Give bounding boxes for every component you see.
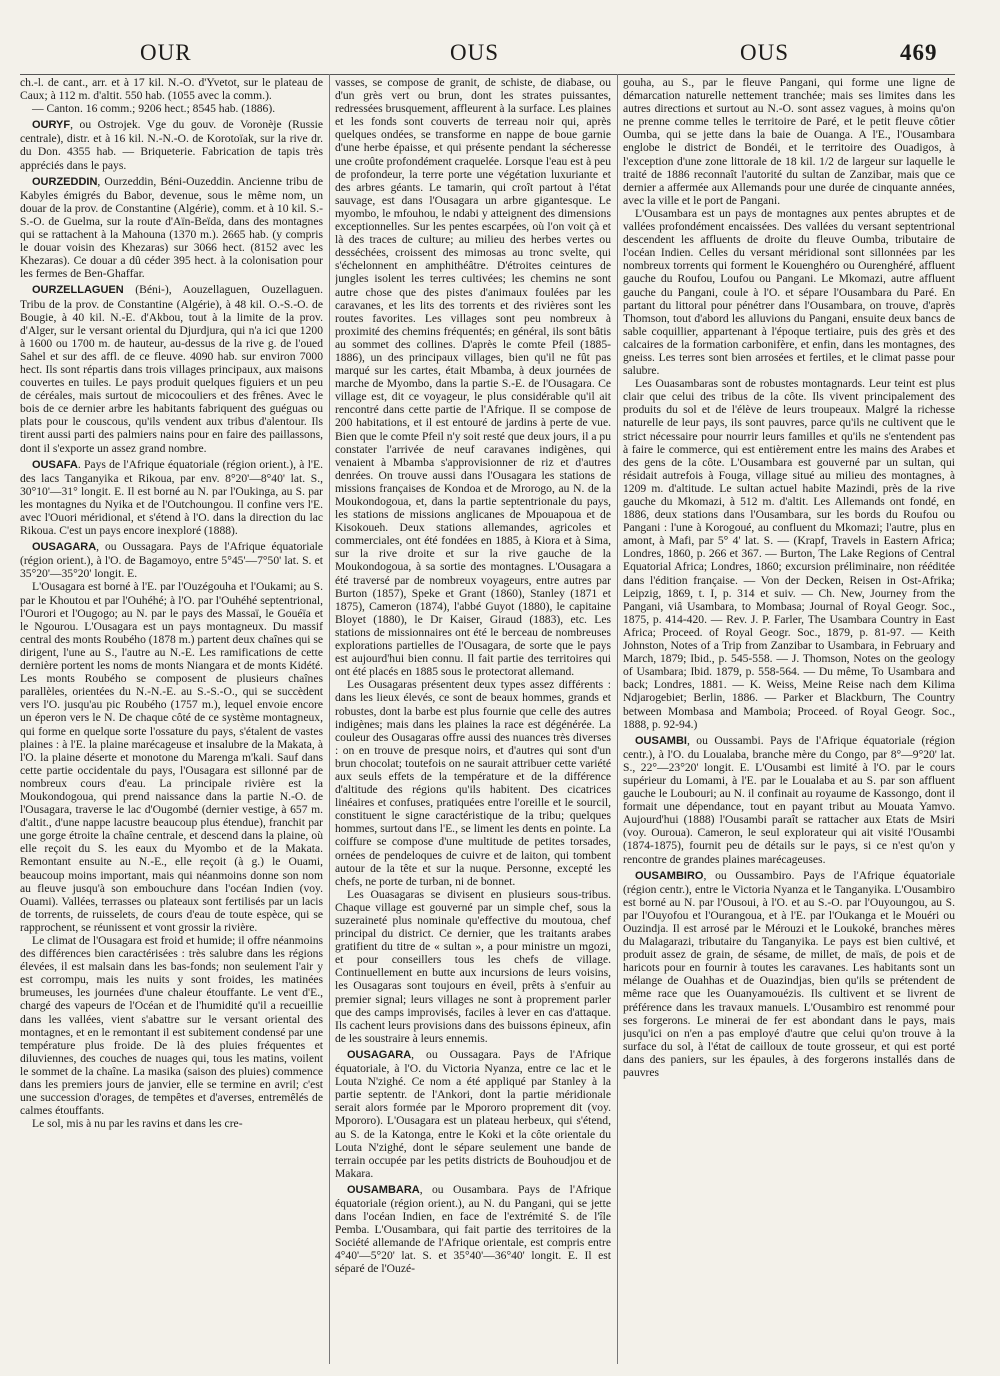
- entry-headword: OURYF: [32, 119, 71, 132]
- entry-headword: OUSAGARA: [32, 541, 97, 554]
- header-left-keyword: OUR: [140, 40, 192, 65]
- paragraph: [20, 76, 323, 102]
- entry-text: , ou Ostrojek. Vge du gouv. de Voronèje (Russie centrale), distr. et à 16 kil. N.-N.-O. de Korotoïak, sur la rive dr. du Don. 4355 hab. — Briqueterie. Fabrication de tapis très appréciés dans le pays.: [20, 118, 323, 172]
- dictionary-entry: [623, 734, 955, 866]
- paragraph: [335, 678, 611, 888]
- dictionary-entry: [335, 1183, 611, 1276]
- entry-text: gouha, au S., par le fleuve Pangani, qui forme une ligne de démarcation naturelle nettement tranchée; mais ses limites dans les autres directions et surtout au N.-O. sont assez vagues, à moins qu'on ne prenne comme telles le territoire de Paré, et le petit fleuve côtier Oumba, qui se jette dans la baie de Ouanga. A l'E., l'Ousambara englobe le district de Bondéi, et le territoire des Ouadigos, à l'exception d'une zone littorale de 18 kil. 1/2 de largeur sur laquelle le traité de 1886 reconnaît l'autorité du sultan de Zanzibar, mais que ce dernier a affermée aux Allemands pour une durée de cinquante années, avec la ville et le port de Pangani.: [623, 76, 955, 207]
- entry-headword: OUSAMBARA: [347, 1183, 420, 1196]
- paragraph: [623, 377, 955, 731]
- header-center-keyword: OUS: [450, 40, 500, 65]
- dictionary-entry: [20, 175, 323, 281]
- text-column-2: [335, 76, 611, 1362]
- text-column-3: [623, 76, 955, 1362]
- paragraph: [20, 580, 323, 934]
- column-divider-1: [329, 74, 330, 1364]
- entry-text: , ou Oussagara. Pays de l'Afrique équatoriale, à l'O. du Victoria Nyanza, entre ce lac et le Louta N'zighé. Ce nom a été appliqué par Stanley à la partie septentr. de l'Ankori, dont la partie méridionale serait alors formée par le Mpororo proprement dit (voy. Mpororo). L'Ousagara est un plateau herbeux, qui s'étend, au S. de la Katonga, entre le Koki et la côte orientale du Louta N'zighé, dont le sépare seulement une bande de terrain occupée par les petits districts de Bouhoudjou et de Makara.: [335, 1047, 611, 1180]
- entry-text: , ou Ousambara. Pays de l'Afrique équatoriale (région orient.), au N. du Pangani, qui se jette dans l'océan Indien, en face de l'extrémité S. de l'île Pemba. L'Ousambara, qui fait partie des territoires de la Société allemande de l'Afrique orientale, est compris entre 4°40'—5°20' lat. S. et 35°40'—36°40' longit. E. Il est séparé de l'Ouzé-: [335, 1182, 611, 1276]
- entry-headword: OUSAGARA: [347, 1048, 412, 1061]
- entry-headword: OURZELLAGUEN: [32, 284, 124, 297]
- entry-headword: OUSAFA: [32, 458, 78, 471]
- entry-text: Le climat de l'Ousagara est froid et humide; il offre néanmoins des différences bien caractérisées : très salubre dans les régions élevées, il est malsain dans les bas-fonds; non seulement l'air y est corrompu, mais les nuits y sont froides, les matinées brumeuses, les journées d'une chaleur étouffante. Le vent d'E., chargé des vapeurs de l'Océan et de l'humidité qu'il a recueillie dans les vallées, vient s'abattre sur le versant oriental des montagnes, et en le remontant il est subitement condensé par une température plus froide. De là des pluies fréquentes et diluviennes, des couches de nuages qui, tous les matins, voilent le sommet de la chaîne. La masika (saison des pluies) commence dans les premiers jours de janvier, elle se termine en avril; c'est une succession d'orages, de tempêtes et d'averses, entremêlés de calmes étouffants.: [20, 934, 323, 1118]
- entry-text: , ou Oussambiro. Pays de l'Afrique équatoriale (région centr.), entre le Victoria Nyanza et le Tanganyika. L'Ousambiro est borné au N. par l'Ousoui, à l'O. et au S.-O. par l'Ouyoungou, au S. par l'Ouyofou et l'Ourangoua, et à l'E. par l'Oukanga et le Mouéri ou Ouzindja. Il est arrosé par le Mérouzi et le Loukoké, branches mères du Malagarazi, tributaire du Tanganyika. Le pays est bien cultivé, et produit assez de grain, de sésame, de millet, de maïs, de pois et de haricots pour en fournir à toutes les caravanes. Les habitants sont un mélange de Ouahhas et de Ouazindjas, bien qu'ils se prétendent de même race que les Ouanyamouézis. Ils cultivent et se livrent de préférence dans les travaux manuels. L'Ousambiro est renommé pour ses forgerons. Le minerai de fer est abondant dans le pays, mais jusqu'ici on n'en a pas employé d'autre que celui qu'on trouve à la surface du sol, à l'état de cailloux de toute grosseur, et qui est porté dans des paniers, sur les épaules, à des forgerons installés dans de pauvres: [623, 868, 955, 1080]
- paragraph: [20, 934, 323, 1117]
- dictionary-entry: [20, 118, 323, 171]
- dictionary-entry: [20, 283, 323, 454]
- entry-text: ch.-l. de cant., arr. et à 17 kil. N.-O. d'Yvetot, sur le plateau de Caux; à 112 m. d'altit. 550 hab. (1055 avec la comm.).: [20, 76, 323, 103]
- header-rule: [20, 74, 955, 75]
- dictionary-entry: [20, 458, 323, 538]
- entry-text: (Béni-), Aouzellaguen, Ouzellaguen. Tribu de la prov. de Constantine (Algérie), à 48 kil. O.-S.-O. de Bougie, à 40 kil. N.-E. d'Akbou, tout à la limite de la prov. d'Alger, sur le versant oriental du Djurdjura, qui n'a ici que 1200 à 1600 ou 1700 m. de hauteur, au-dessus de la rive g. de l'oued Sahel et sur des affl. de ce fleuve. 4090 hab. sur environ 7000 hect. Ils sont répartis dans trois villages principaux, aux maisons couvertes en tuiles. Le pays produit quelques figuiers et un peu de céréales, mais surtout de micocouliers et des frênes. Avec le bois de ce dernier arbre les habitants fabriquent des guéguas ou plats pour le couscous, qu'ils vendent aux tribus d'alentour. Ils tirent aussi parti des palmiers nains pour en faire des paillassons, dont il s'exporte un assez grand nombre.: [20, 283, 323, 455]
- entry-text: Les Ousagaras présentent deux types assez différents : dans les lieux élevés, ce sont de beaux hommes, grands et robustes, dont la barbe est plus fournie que celle des autres indigènes; mais dans les plaines la race est dégénérée. La couleur des Ousagaras offre aussi des nuances très diverses : on en trouve de presque noirs, et d'autres qui sont d'un brun chocolat; toutefois on ne saurait attribuer cette variété aux seuls effets de la température et de la différence d'altitude des régions qu'ils habitent. Des cicatrices linéaires et confuses, pratiquées entre l'oreille et le sourcil, constituent le signe caractéristique de la tribu; quelques hommes, surtout dans l'E., se liment les dents en pointe. La coiffure se compose d'une multitude de petites torsades, ornées de pendeloques de cuivre et de laiton, qui tombent autour de la tête et sur la nuque. Personne, excepté les chefs, ne porte de turban, ni de bonnet.: [335, 678, 611, 888]
- paragraph: [623, 207, 955, 377]
- entry-text: Les Ouasagaras se divisent en plusieurs sous-tribus. Chaque village est gouverné par un simple chef, sous la suzeraineté plus nominale qu'effective du moutoua, chef principal du district. Ce dernier, que les traitants arabes gratifient du titre de « sultan », a pour ministre un mgozi, et pour conseillers tous les chefs de village. Continuellement en butte aux incursions de leurs voisins, les Ousagaras sont toujours en éveil, prêts à s'enfuir au premier signal; leurs villages ne sont à proprement parler que des camps improvisés, faciles à lever en cas d'attaque. Ils cachent leurs provisions dans des buissons épineux, afin de les soustraire à leurs ennemis.: [335, 887, 611, 1045]
- entry-text: Les Ouasambaras sont de robustes montagnards. Leur teint est plus clair que celui des tribus de la côte. Ils vivent principalement des produits du sol et de l'élève de leurs troupeaux. Malgré la richesse naturelle de leur pays, ils sont pauvres, parce qu'ils ne cultivent que le strict nécessaire pour nourrir leurs familles et qu'ils ne s'entendent pas à faire le commerce, qui est entièrement entre les mains des Arabes et des gens de la côte. L'Ousambara est gouverné par un sultan, qui résidait autrefois à Fouga, village situé au milieu des montagnes, à 1209 m. d'altitude. Le sultan actuel habite Mazindi, près de la rive gauche du Mkomazi, à 512 m. d'altit. Les Allemands ont fondé, en 1886, deux stations dans l'Ousambara, sur les bords du Roufou ou Pangani : l'une à Korogoué, au confluent du Mkomazi; l'autre, plus en amont, à Mafi, par 5° 4' lat. S. — (Krapf, Travels in Eastern Africa; Londres, 1860, p. 266 et 367. — Burton, The Lake Regions of Central Equatorial Africa; Londres, 1860; excursion préliminaire, non rééditée dans l'édition française. — Von der Decken, Reisen in Ost-Afrika; Leipzig, 1869, t. I, p. 314 et suiv. — Ch. New, Journey from the Pangani, viâ Usambara, to Mombasa; Journal of Royal Geogr. Soc., 1875, p. 414-420. — Rev. J. P. Farler, The Usambara Country in East Africa; Proceed. of Royal Geogr. Soc., 1879, p. 81-97. — Keith Johnston, Notes of a Trip from Zanzibar to Usambara, in February and March, 1879; Ibid., p. 545-558. — J. Thomson, Notes on the geology of Usambara; Ibid. 1879, p. 558-564. — Du même, To Usambara and back; Londres, 1881. — K. Weiss, Meine Reise nach dem Kilima Ndjarogebiet; Berlin, 1886. — Parker et Blackburn, The Country between Mombasa and Mamboia; Proceed. of Royal Geogr. Soc., 1888, p. 92-94.): [623, 377, 955, 731]
- entry-headword: OUSAMBI: [635, 734, 687, 747]
- header-right-keyword: OUS: [740, 40, 790, 65]
- entry-text: , ou Oussambi. Pays de l'Afrique équatoriale (région centr.), à l'O. du Loualaba, branche mère du Congo, par 8°—9°20' lat. S., 22°—23°20' longit. E. L'Ousambi est limité à l'O. par le cours supérieur du Lomami, à l'E. par le Loualaba et au S. par son affluent gauche le Loubouri; au N. il confinait au royaume de Kassongo, dont il formait une dépendance, tout en payant tribut au Mouata Yamvo. Aujourd'hui (1888) l'Ousambi paraît se rattacher aux Etats de Msiri (voy. Ouroua). Cameron, le seul explorateur qui ait visité l'Ousambi (1874-1875), fournit peu de détails sur le pays, si ce n'est qu'on y rencontre de grandes plaines marécageuses.: [623, 733, 955, 866]
- entry-text: L'Ousambara est un pays de montagnes aux pentes abruptes et de vallées profondément encaissées. Des vallées du versant septentrional descendent les affluents de droite du fleuve Oumba, tributaire de l'océan Indien. Celles du versant méridional sont sillonnées par les nombreux torrents qui forment le Kouenghéro ou Ourenghéré, affluent gauche du Roufou, Loufou ou Pangani. Le Mkomazi, autre affluent gauche du Pangani, coule à l'O. et sépare l'Ousambara du Paré. En partant du littoral pour pénétrer dans l'Ousambara, on trouve, d'après Thomson, tout d'abord les alluvions du Pangani, ensuite deux bancs de sable coquillier, appartenant à l'époque tertiaire, puis des grès et des calcaires de la formation carbonifère, et enfin, dans les montagnes, des gneiss. Les terres sont bien arrosées et fertiles, et le climat passe pour salubre.: [623, 206, 955, 378]
- entry-text: L'Ousagara est borné à l'E. par l'Ouzégouha et l'Oukami; au S. par le Khoutou et par l'Ouhéhé; à l'O. par l'Ouhéhé septentrional, l'Ourori et l'Ougogo; au N. par le pays des Massaï, le Gouéïa et le Ngourou. L'Ousagara est un pays montagneux. Du massif central des monts Roubého (1878 m.) partent deux chaînes qui se dirigent, l'une au S., l'autre au N.-E. Les ramifications de cette dernière portent les noms de monts Niangara et de monts Kidété. Les monts Roubého se composent de plusieurs chaînes parallèles, orientées du N.-N.-E. au S.-S.-O., qui se succèdent vers l'O. jusqu'au pic Roubého (1757 m.), lequel envoie encore un éperon vers le N. De chaque côté de ce système montagneux, qui forme en quelque sorte l'ossature du pays, s'étalent de vastes plaines : à l'E. la plaine marécageuse et insalubre de la Makata, à l'O. la plaine déserte et monotone du Marenga m'kali. Sauf dans cette partie occidentale du pays, l'Ousagara est sillonné par de nombreux cours d'eau. La principale rivière est la Moukondogoua, qui prend naissance dans la partie N.-O. de l'Ousagara, traverse le lac d'Ougombé (dernier vestige, à 657 m. d'altit., d'une nappe lacustre beaucoup plus étendue), franchit par une gorge étroite la chaîne centrale, et descend dans la plaine, où elle reçoit du S. les eaux du Myombo et de la Makata. Remontant ensuite au N.-E., elle reçoit (à g.) le Ouami, beaucoup moins important, mais qui néanmoins donne son nom au fleuve jusqu'à son embouchure dans l'océan Indien (voy. Ouami). Vallées, terrasses ou plateaux sont fertilisés par un lacis de torrents, de ruisselets, de cours d'eau de toute espèce, qui se rapprochent, se réunissent et vont grossir la rivière.: [20, 580, 323, 934]
- page-number: 469: [900, 40, 938, 65]
- dictionary-entry: [20, 540, 323, 580]
- dictionary-entry: [623, 869, 955, 1080]
- paragraph: [20, 1117, 323, 1130]
- entry-headword: OUSAMBIRO: [635, 869, 704, 882]
- paragraph: [20, 102, 323, 115]
- paragraph: [623, 76, 955, 207]
- paragraph: [335, 76, 611, 678]
- entry-text: vasses, se compose de granit, de schiste, de diabase, ou d'un grès vert ou brun, dont les strates puissantes, redressées brusquement, affleurent à la surface. Les plaines et les fonds sont couverts de terreau noir qui, après quelques ondées, se transforme en nappe de boue garnie d'une herbe épaisse, et qui présente pendant la sécheresse une croûte profondément craquelée. Lorsque l'eau est à peu de profondeur, la terre porte une végétation luxuriante et des arbres géants. Le tamarin, qui croît partout à l'état sauvage, est dans l'Ousagara un arbre gigantesque. Le myombo, le mfouhou, le ndabi y atteignent des dimensions exceptionnelles. Sur les pentes escarpées, où l'on voit çà et là des traces de culture; au milieu des herbes vertes ou desséchées, croissent des mimosas au tronc svelte, qui s'échelonnent en amphithéâtre. D'étroites ceintures de jungles isolent les terres cultivées; les chemins ne sont autre chose que des pistes d'animaux foulées par les caravanes, et les lits des torrents et des rivières sont les routes favorites. Les villages sont peu nombreux à proximité des chemins fréquentés; en général, ils sont bâtis au sommet des collines. D'après le comte Pfeil (1885-1886), un des principaux villages, bien qu'il ne fût pas marqué sur les cartes, était Mbamba, à deux journées de marche de Myombo, dans la partie S.-E. de l'Ousagara. Ce village est, dit ce voyageur, le plus considérable qu'il ait rencontré dans cette partie de l'Afrique. Il se compose de 200 habitations, et il est entouré de jardins à perte de vue. Bien que le comte Pfeil n'y soit resté que deux jours, il a pu constater l'arrivée de neuf caravanes indigènes, qui venaient à Mbamba s'approvisionner de riz et d'autres denrées. On trouve aussi dans l'Ousagara les stations de missions françaises de Kondoa et de Mrorogo, au N. de la Moukondogoua, et, dans la partie septentrionale du pays, les stations de missions anglicanes de Mpouapoua et de Kisokoueh. Deux stations allemandes, agricoles et commerciales, ont été fondées en 1885, à Kiora et à Sima, sur la rive droite et sur la rive gauche de la Moukondogoua, à sa sortie des montagnes. L'Ousagara a été traversé par de nombreux voyageurs, entre autres par Burton (1857), Speke et Grant (1860), Stanley (1871 et 1875), Cameron (1874), l'abbé Guyot (1880), le capitaine Bloyet (1880), le Dr Kaiser, Giraud (1883), etc. Les stations de missionnaires ont été le berceau de nombreuses explorations partielles de l'Ousagara, de sorte que le pays est aujourd'hui bien connu. Il fait partie des territoires qui ont été placés en 1885 sous le protectorat allemand.: [335, 76, 611, 679]
- entry-text: , ou Oussagara. Pays de l'Afrique équatoriale (région orient.), à l'O. de Bagamoyo, entre 5°45'—7°50' lat. S. et 35°20'—35°20' longit. E.: [20, 540, 323, 581]
- entry-text: Le sol, mis à nu par les ravins et dans les cre-: [32, 1117, 243, 1131]
- text-column-1: [20, 76, 323, 1362]
- entry-headword: OURZEDDIN: [32, 175, 98, 188]
- dictionary-entry: [335, 1048, 611, 1180]
- column-divider-2: [617, 74, 618, 1364]
- paragraph: [335, 888, 611, 1045]
- entry-text: — Canton. 16 comm.; 9206 hect.; 8545 hab. (1886).: [32, 102, 276, 116]
- entry-text: . Pays de l'Afrique équatoriale (région orient.), à l'E. des lacs Tanganyika et Rikoua, par env. 8°20'—8°40' lat. S., 30°10'—31° longit. E. Il est borné au N. par l'Oukinga, au S. par les montagnes du Nyika et de l'Outchoungou. Il confine vers l'E. avec l'Ouori méridional, et s'étend à l'O. dans la direction du lac Rikoua. C'est un pays encore inexploré (1888).: [20, 457, 323, 538]
- entry-text: , Ourzeddin, Béni-Ouzeddin. Ancienne tribu de Kabyles émigrés du Babor, devenue, sous le même nom, un douar de la prov. de Constantine (Algérie), comm. et à 10 kil. S.-S.-O. de Guelma, sur la route d'Aïn-Beïda, dans des montagnes qui se rattachent à la Mahouna (1370 m.). 2665 hab. (y compris le douar voisin des Khezaras) sur 3066 hect. (8152 avec les Khezaras). Ce douar a dû céder 395 hect. à la colonisation pour les fermes de Ben-Ghaffar.: [20, 174, 323, 281]
